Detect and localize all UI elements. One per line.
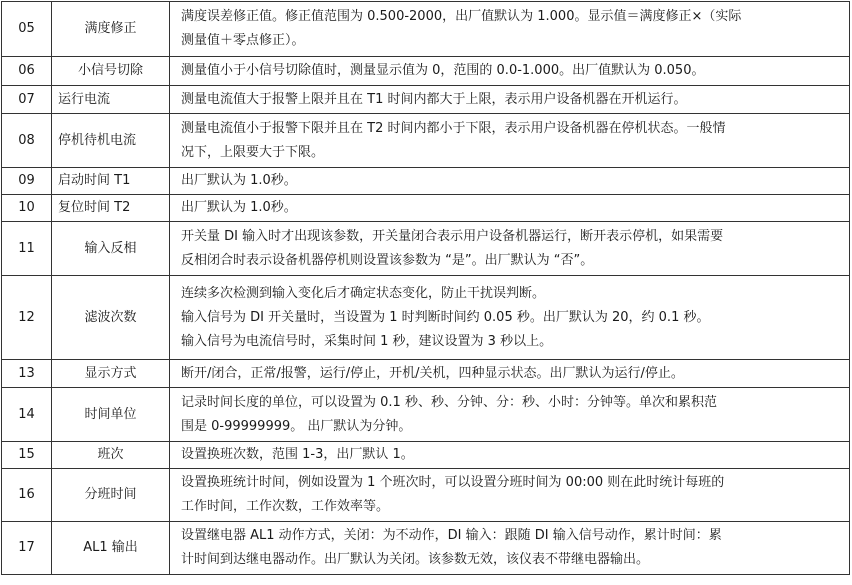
param-name: 运行电流 [52, 86, 170, 114]
table-row [2, 522, 850, 575]
table-row [2, 195, 850, 222]
table-row [2, 57, 850, 86]
description-line: 测量电流值大于报警上限并且在 T1 时间内都大于上限，表示用户设备机器在开机运行。 [181, 91, 687, 107]
param-description [170, 522, 850, 575]
table-row [2, 360, 850, 388]
description-line: 设置继电器 AL1 动作方式，关闭：为不动作，DI 输入：跟随 DI 输入信号动作，累计时间：累 [181, 528, 722, 543]
description-line: 输入信号为 DI 开关量时，当设置为 1 时判断时间约 0.05 秒。出厂默认为 20，约 0.1 秒。 [181, 309, 710, 325]
row-number: 09 [2, 168, 52, 195]
param-name: 时间单位 [52, 388, 170, 442]
param-name: 小信号切除 [52, 57, 170, 86]
row-number: 16 [2, 469, 52, 522]
row-number: 10 [2, 195, 52, 222]
param-name: 分班时间 [52, 469, 170, 522]
param-description [170, 276, 850, 360]
param-description [170, 222, 850, 276]
row-number: 15 [2, 442, 52, 469]
param-description [170, 114, 850, 168]
row-number: 17 [2, 522, 52, 575]
row-number: 06 [2, 57, 52, 86]
param-name: 复位时间 T2 [52, 195, 170, 222]
description-line: 连续多次检测到输入变化后才确定状态变化，防止干扰误判断。 [181, 285, 546, 301]
description-line: 况下，上限要大于下限。 [181, 144, 325, 160]
row-number: 11 [2, 222, 52, 276]
description-line: 反相闭合时表示设备机器停机则设置该参数为 “是”。出厂默认为 “否”。 [181, 252, 594, 268]
table-row [2, 168, 850, 195]
description-line: 输入信号为电流信号时，采集时间 1 秒，建议设置为 3 秒以上。 [181, 333, 553, 349]
description-line: 工作时间，工作次数，工作效率等。 [181, 499, 390, 514]
description-line: 设置换班统计时间，例如设置为 1 个班次时，可以设置分班时间为 00:00 则在此时统计每班的 [181, 475, 725, 490]
description-line: 围是 0-99999999。 出厂默认为分钟。 [181, 418, 412, 434]
param-description [170, 195, 850, 222]
param-description [170, 57, 850, 86]
param-name: 显示方式 [52, 360, 170, 388]
table-row [2, 469, 850, 522]
description-line: 测量值＋零点修正）。 [181, 33, 305, 48]
param-description [170, 360, 850, 388]
table-row [2, 114, 850, 168]
row-number: 05 [2, 2, 52, 57]
param-name: 滤波次数 [52, 276, 170, 360]
param-name: AL1 输出 [52, 522, 170, 575]
param-description [170, 168, 850, 195]
table-row [2, 442, 850, 469]
param-description [170, 469, 850, 522]
description-line: 满度误差修正值。修正值范围为 0.500-2000，出厂值默认为 1.000。显示值＝满度修正×（实际 [181, 9, 742, 24]
param-description [170, 442, 850, 469]
description-line: 记录时间长度的单位，可以设置为 0.1 秒、秒、分钟、分：秒、小时：分钟等。单次和累积范 [181, 394, 717, 410]
description-line: 出厂默认为 1.0秒。 [181, 200, 297, 215]
param-name: 满度修正 [52, 2, 170, 57]
description-line: 计时间到达继电器动作。出厂默认为关闭。该参数无效，该仪表不带继电器输出。 [181, 552, 650, 567]
row-number: 14 [2, 388, 52, 442]
table-row [2, 222, 850, 276]
row-number: 08 [2, 114, 52, 168]
param-name: 输入反相 [52, 222, 170, 276]
description-line: 设置换班次数，范围 1-3，出厂默认 1。 [181, 447, 414, 462]
param-description [170, 388, 850, 442]
table-row [2, 388, 850, 442]
param-description [170, 2, 850, 57]
param-name: 班次 [52, 442, 170, 469]
table-row [2, 276, 850, 360]
row-number: 13 [2, 360, 52, 388]
description-line: 出厂默认为 1.0秒。 [181, 173, 297, 188]
param-description [170, 86, 850, 114]
parameter-table [1, 1, 850, 575]
description-line: 开关量 DI 输入时才出现该参数，开关量闭合表示用户设备机器运行，断开表示停机，如果需要 [181, 228, 724, 244]
param-name: 启动时间 T1 [52, 168, 170, 195]
table-row [2, 86, 850, 114]
row-number: 07 [2, 86, 52, 114]
param-name: 停机待机电流 [52, 114, 170, 168]
description-line: 断开/闭合，正常/报警，运行/停止，开机/关机，四种显示状态。出厂默认为运行/停止。 [181, 365, 684, 381]
description-line: 测量电流值小于报警下限并且在 T2 时间内都小于下限，表示用户设备机器在停机状态。一般情 [181, 120, 726, 136]
row-number: 12 [2, 276, 52, 360]
description-line: 测量值小于小信号切除值时，测量显示值为 0，范围的 0.0-1.000。出厂值默认为 0.050。 [181, 63, 705, 78]
table-row [2, 2, 850, 57]
